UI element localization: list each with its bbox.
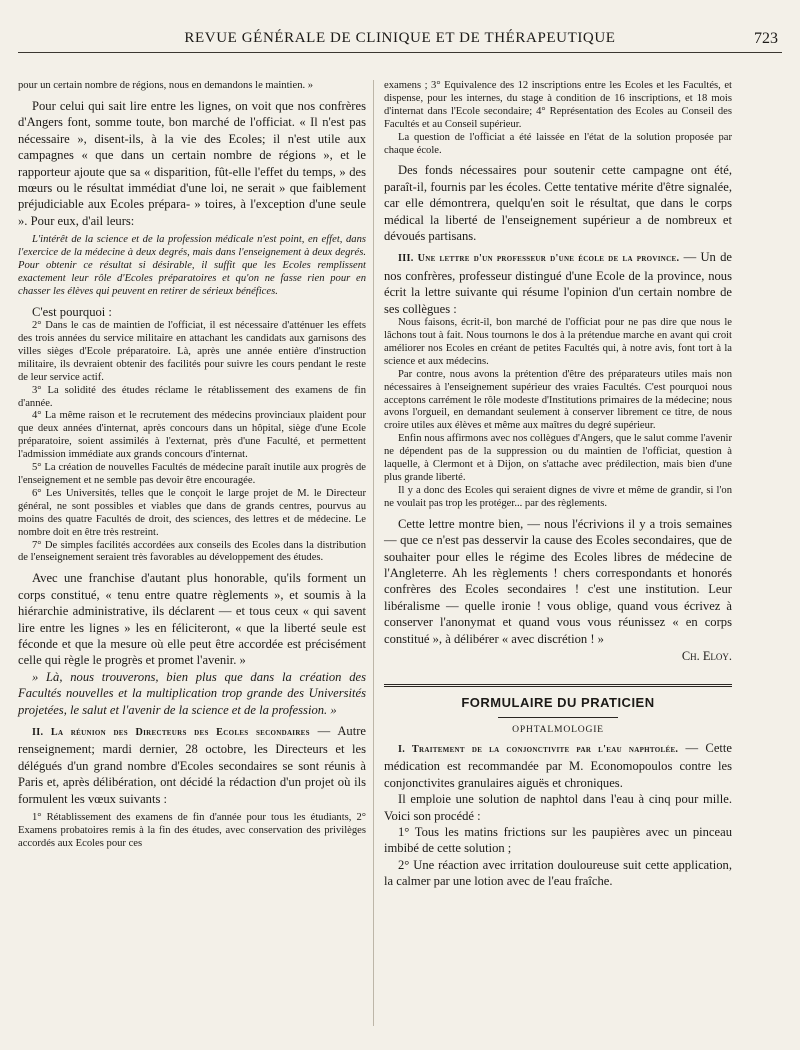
section-heading: III. Une lettre d'un professeur d'une école de la province. [398,253,680,265]
list-item: 6° Les Universités, telles que le conçoit le large projet de M. le Directeur général, ne sont possibles et viables que dans de grands centres, pourvus au moins des quatre Facultés de droit, des sciences, des lettres et de médecine. Le nombre doit en être très restreint. [18,487,366,538]
paragraph: 2° Une réaction avec irritation douloureuse suit cette application, la calmer par une lotion avec de l'eau fraîche. [384,857,732,889]
formulaire-section [384,684,732,735]
column-divider [373,80,374,1026]
divider [498,717,618,718]
section-text: — Cette médication est recommandée par M. Economopoulos contre les conjonctivites granulaires aiguës et chroniques. [384,740,732,790]
letter-paragraph: Nous faisons, écrit-il, bon marché de l'officiat pour ne pas dire que nous le lâchons tout à fait. Nous tournons le dos à la prétendue marche en avant qui croit améliorer nos Ecoles en créant de petites Facultés qui, à notre avis, font tort à la science et aux médecins. [384,317,732,367]
formulaire-title: FORMULAIRE DU PRATICIEN [461,694,655,710]
section-paragraph [384,740,732,791]
paragraph: Il emploie une solution de naphtol dans l'eau à cinq pour mille. Voici son procédé : [384,792,732,823]
signature: Ch. Eloy. [681,648,732,663]
paragraph: 1° Rétablissement des examens de fin d'année pour tous les étudiants, 2° Examens probatoires remis à la fin des études, avec conservation des privilèges accordés aux Ecoles pour ces [18,812,366,849]
paragraph: Pour celui qui sait lire entre les lignes, on voit que nos confrères d'Angers font, somme toute, bon marché de l'officiat. « Il n'est pas nécessaire », disent-ils, à la vie des Ecoles; il n'est utile aux campagnes « que dans un certain nombre de régions », et le rapporteur ajoute que sa « disparition, fût-elle l'effet du temps, » des mœurs ou le résultat immédiat d'une loi, ne serait » que faiblement préjudiciable aux Ecoles prépara- » toires, à l'exception d'une seule ». Pour eux, d'ail leurs: [18,98,366,228]
paragraph: La question de l'officiat a été laissée en l'état de la solution proposée par chaque école. [384,131,732,156]
paragraph: examens ; 3° Equivalence des 12 inscriptions entre les Ecoles et les Facultés, et dispense, pour les internes, du stage à condition de 16 inscriptions, et 18 mois d'internat dans l'Ecole secondaire; 4° Représentation des Ecoles au Conseil des Facultés et au Conseil supérieur. [384,80,732,130]
letter-paragraph: Par contre, nous avons la prétention d'être des préparateurs utiles mais non nécessaires à l'enseignement supérieur des vraies Facultés. C'est pourquoi nous acceptons carrément le rôle modeste d'Institutions primaires de la médecine; nous avons l'orgueil, en demandant seulement à conserver librement ce titre, de nous croire utiles aux élèves et même aux maîtres du degré supérieur. [384,368,732,432]
list-item: 2° Dans le cas de maintien de l'officiat, il est nécessaire d'atténuer les effets des trois années du service militaire en attachant les candidats aux garnisons des villes sièges d'Ecole préparatoire. Là, après une année entière d'instruction militaire, ils devraient obtenir des facilités pour suivre les cours pendant le reste de leur service actif. [18,320,366,383]
left-column [18,80,366,851]
quote-text: L'intérêt de la science et de la profession médicale n'est point, en effet, dans l'exercice de la médecine à deux degrés, mais dans l'enseignement à deux degrés. Pour obtenir ce résultat si désirable, il suffit que les Ecoles remplissent exactement leur rôle d'Ecoles préparatoires et qu'on ne fasse rien pour en chasser les élèves qui peuvent en retirer de sérieux bénéfices. [18,234,366,297]
quote-text: » Là, nous trouverons, bien plus que dans la création des Facultés nouvelles et la multiplication trop grande des Universités projetées, le salut et l'avenir de la science et de la profession. » [18,669,366,717]
paragraph: pour un certain nombre de régions, nous en demandons le maintien. » [18,80,314,91]
list-item: 3° La solidité des études réclame le rétablissement des examens de fin d'année. [18,384,366,409]
paragraph: Des fonds nécessaires pour soutenir cette campagne ont été, paraît-il, fournis par les écoles. Cette tentative mérite d'être signalée, car elle démontrera, quelqu'en soit le résultat, que dans le corps médical la liberté de l'enseignement supérieur a de nombreux et dévoués partisans. [384,163,732,244]
paragraph: Cette lettre montre bien, — nous l'écrivions il y a trois semaines — que ce n'est pas desservir la cause des Ecoles secondaires, que de souhaiter pour elles le régime des Ecoles libres de médecine de l'Angleterre. Ah les règlements ! chers correspondants et honorés confrères des Ecoles secondaires ! c'est une institution. Leur libéralisme — quelle ironie ! vous oblige, quand vous écrivez à conserver l'anonymat et quand vous vous réunissez « en corps constitué », à délibérer « avec discrétion ! » [384,516,732,646]
letter-paragraph: Enfin nous affirmons avec nos collègues d'Angers, que le salut comme l'avenir ne dépendent pas de la suppression ou du maintien de l'officiat, question à laquelle, à Clermont et à Dijon, on s'attache avec prédilection, mais bien d'une plus grande liberté. [384,433,732,483]
running-header [18,26,782,53]
letter-paragraph: Il y a donc des Ecoles qui seraient dignes de vivre et même de grandir, si l'on ne voulait pas trop les protéger... par des règlements. [384,484,732,509]
section-paragraph [18,723,366,807]
section-text: — Un de nos confrères, professeur distingué d'une Ecole de la province, nous écrit la lettre suivante qui résume l'opinion d'un certain nombre de ses collègues : [384,250,732,316]
paragraph: Avec une franchise d'autant plus honorable, qu'ils forment un corps constitué, « tenu entre quatre règlements », et soumis à la hiérarchie administrative, ils déclarent — et tous ceux « qui savent lire entre les lignes » les en féliciteront, « que la liberté seule est féconde et que la mesure où elle peut être accordée est précisément celle qui règle le progrès et promet l'avenir. » [18,571,366,668]
list-item: 7° De simples facilités accordées aux conseils des Ecoles dans la distribution de l'enseignement seraient très favorables au développement des études. [18,539,366,564]
quoted-paragraph [18,234,366,299]
journal-title: REVUE GÉNÉRALE DE CLINIQUE ET DE THÉRAPEUTIQUE [184,30,616,46]
paragraph [18,669,366,718]
paragraph: C'est pourquoi : [32,304,112,319]
list-item: 4° La même raison et le recrutement des médecins provinciaux plaident pour que deux années d'internat, après concours dans un hôpital, siège d'une Ecole préparatoire, soient assimilés à l'externat, près d'une Faculté, et permettent l'admission immédiate aux grands concours d'internat. [18,410,366,461]
page-number: 723 [754,30,778,47]
right-column [384,80,732,890]
formulaire-subtitle: OPHTALMOLOGIE [512,723,604,735]
section-paragraph [384,249,732,317]
paragraph: 1° Tous les matins frictions sur les paupières avec un pinceau imbibé de cette solution ; [384,824,732,856]
list-item: 5° La création de nouvelles Facultés de médecine paraît inutile aux progrès de l'enseignement et ne semble pas devoir être encouragée. [18,462,366,486]
section-heading: I. Traitement de la conjonctivite par l'eau naphtolée. [398,743,679,755]
section-heading: II. La réunion des Directeurs des Ecoles secondaires [32,726,310,738]
section-text: — Autre renseignement; mardi dernier, 28 octobre, les Directeurs et les délégués d'un grand nombre d'Ecoles secondaires se sont réunis à Paris et, après délibération, ont décidé la rédaction d'un projet où ils formulent les vœux suivants : [18,723,366,806]
